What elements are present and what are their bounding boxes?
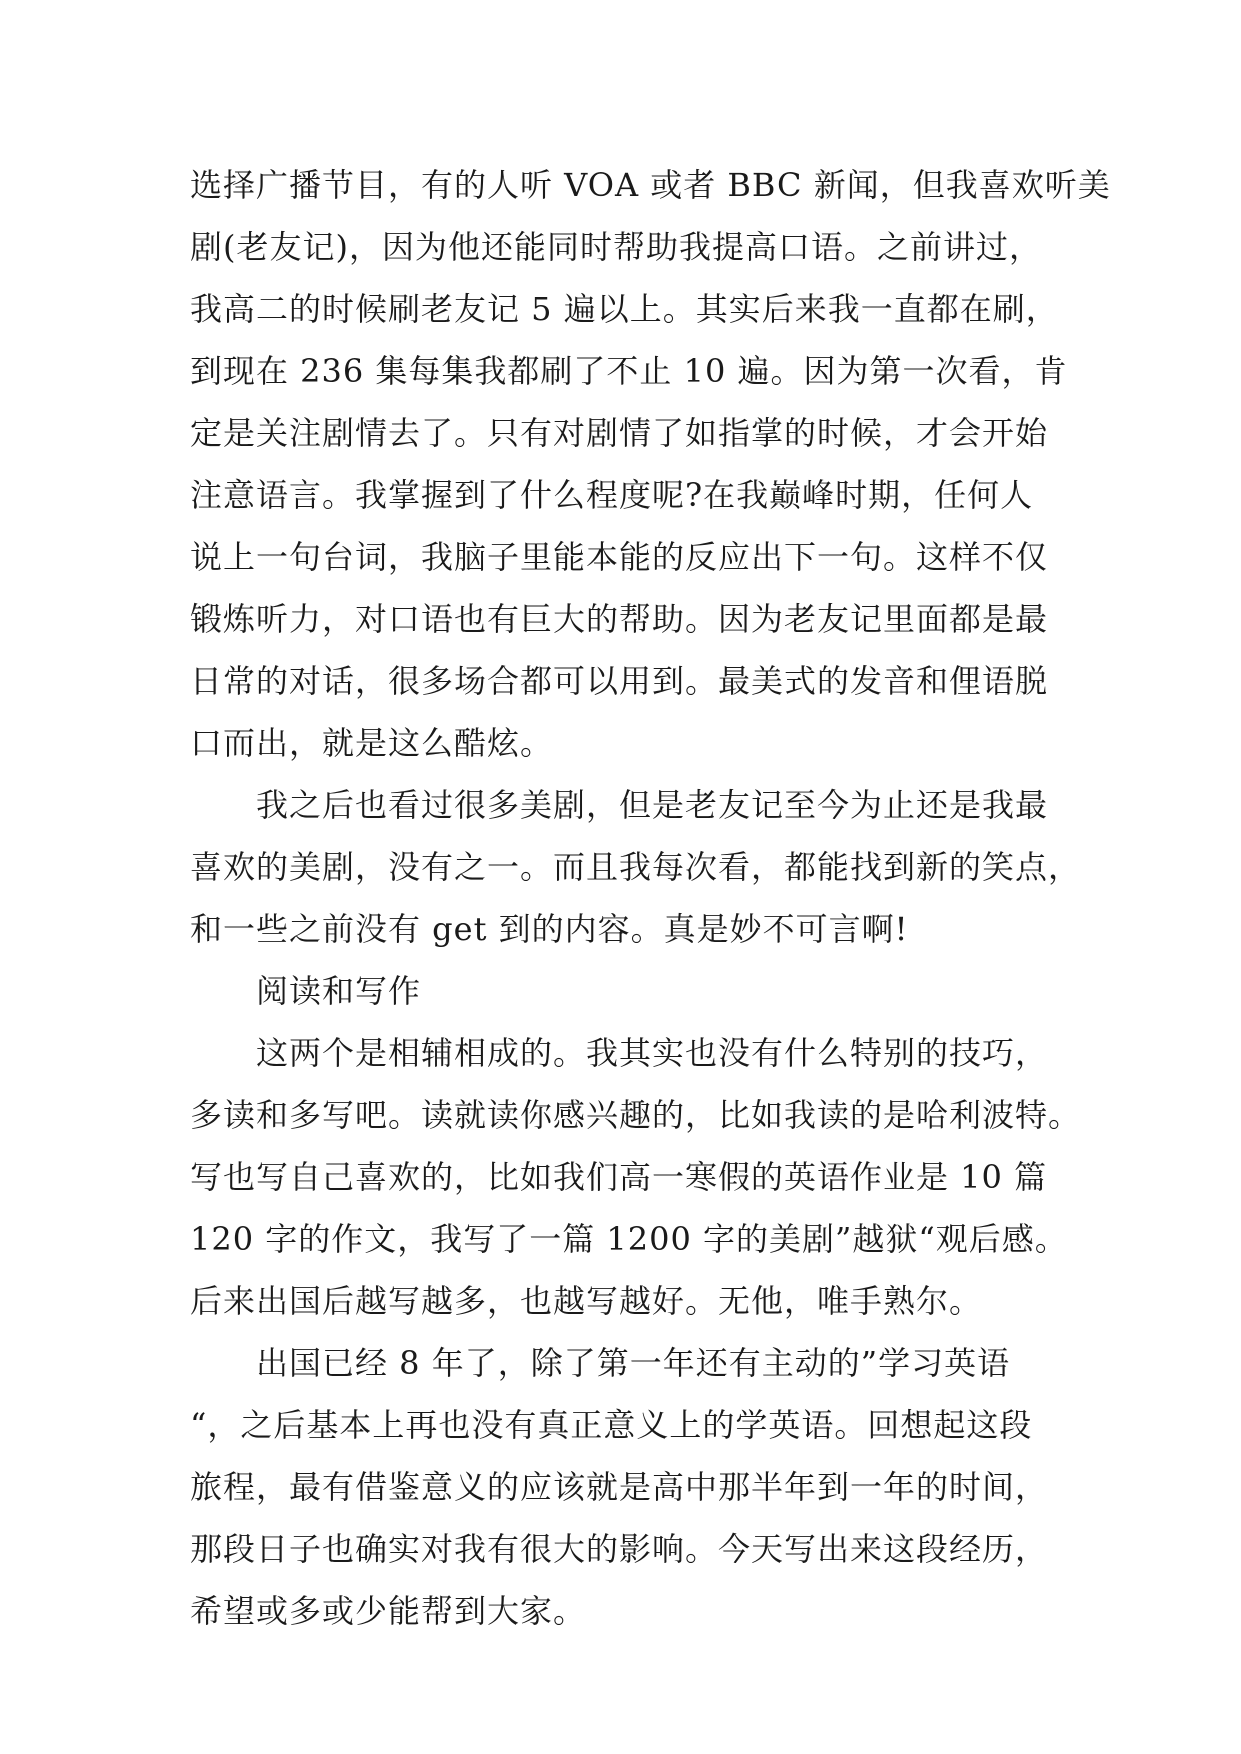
text-line: 旅程，最有借鉴意义的应该就是高中那半年到一年的时间，: [190, 1468, 1049, 1506]
paragraph: [190, 1022, 1082, 1332]
text-line: 写也写自己喜欢的，比如我们高一寒假的英语作业是 10 篇: [190, 1158, 1048, 1196]
paragraph: [190, 154, 1111, 774]
text-line: 注意语言。我掌握到了什么程度呢?在我巅峰时期，任何人: [190, 476, 1034, 514]
text-line: 我高二的时候刷老友记 5 遍以上。其实后来我一直都在刷，: [190, 290, 1059, 328]
text-line: 选择广播节目，有的人听 VOA 或者 BBC 新闻，但我喜欢听美: [190, 166, 1111, 204]
text-line: 喜欢的美剧，没有之一。而且我每次看，都能找到新的笑点，: [190, 848, 1082, 886]
text-line: 这两个是相辅相成的。我其实也没有什么特别的技巧，: [256, 1034, 1049, 1072]
text-line: 口而出，就是这么酷炫。: [190, 724, 554, 762]
text-line: 到现在 236 集每集我都刷了不止 10 遍。因为第一次看，肯: [190, 352, 1068, 390]
text-line: 后来出国后越写越多，也越写越好。无他，唯手熟尔。: [190, 1282, 983, 1320]
text-line: 日常的对话，很多场合都可以用到。最美式的发音和俚语脱: [190, 662, 1049, 700]
text-line: 出国已经 8 年了，除了第一年还有主动的”学习英语: [256, 1344, 1011, 1382]
text-line: “，之后基本上再也没有真正意义上的学英语。回想起这段: [190, 1406, 1033, 1444]
text-line: 120 字的作文，我写了一篇 1200 字的美剧”越狱“观后感。: [190, 1220, 1068, 1258]
text-line: 希望或多或少能帮到大家。: [190, 1592, 587, 1630]
section-heading: [190, 960, 1070, 1022]
text-line: 说上一句台词，我脑子里能本能的反应出下一句。这样不仅: [190, 538, 1049, 576]
text-line: 多读和多写吧。读就读你感兴趣的，比如我读的是哈利波特。: [190, 1096, 1082, 1134]
text-line: 和一些之前没有 get 到的内容。真是妙不可言啊!: [190, 910, 909, 948]
text-line: 锻炼听力，对口语也有巨大的帮助。因为老友记里面都是最: [190, 600, 1049, 638]
text-line: 那段日子也确实对我有很大的影响。今天写出来这段经历，: [190, 1530, 1049, 1568]
text-line: 我之后也看过很多美剧，但是老友记至今为止还是我最: [256, 786, 1049, 824]
text-line: 阅读和写作: [256, 972, 422, 1010]
paragraph: [190, 774, 1082, 960]
text-line: 定是关注剧情去了。只有对剧情了如指掌的时候，才会开始: [190, 414, 1049, 452]
text-line: 剧(老友记)，因为他还能同时帮助我提高口语。之前讲过，: [190, 228, 1042, 266]
document-body: [190, 154, 1111, 1642]
paragraph: [190, 1332, 1070, 1642]
